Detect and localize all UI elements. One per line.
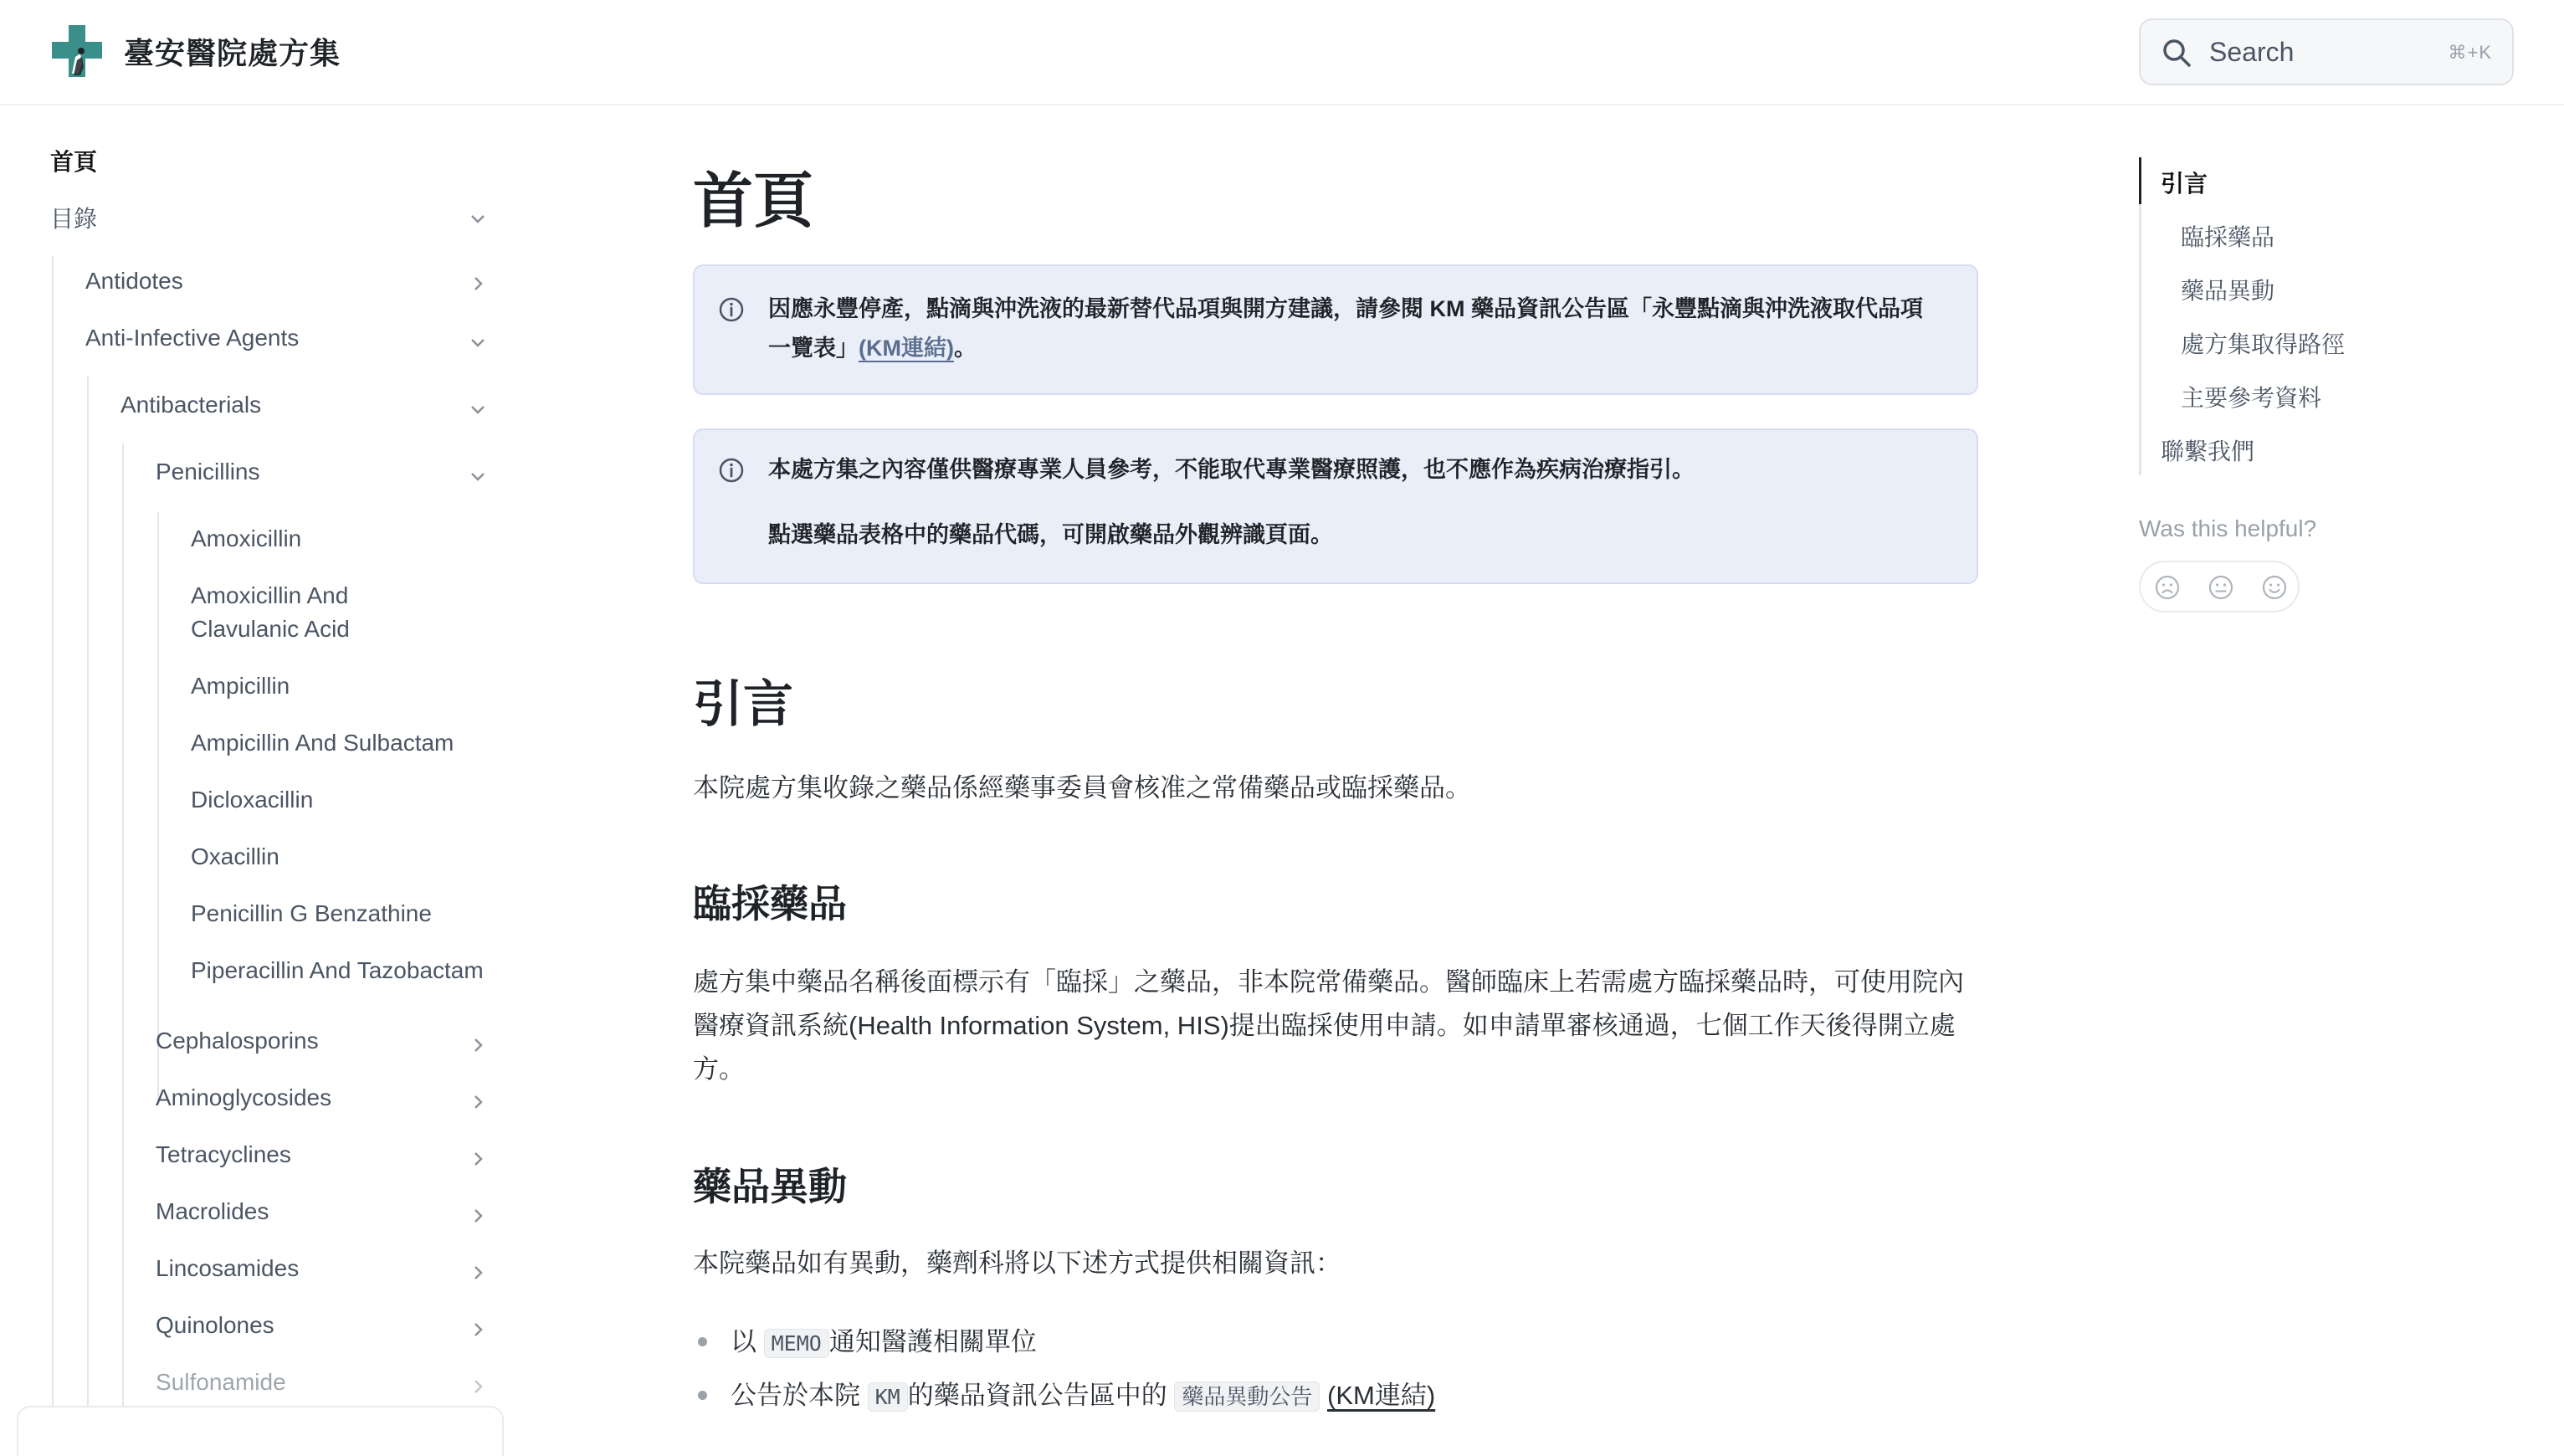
inline-code: 藥品異動公告 [1174,1382,1320,1412]
sidebar-item-class[interactable]: Aminoglycosides [156,1084,332,1110]
bullet-dot [698,1391,707,1400]
info-icon [718,457,745,484]
bullet-text: 通知醫護相關單位 [828,1327,1037,1356]
chevron-right-icon[interactable] [469,1036,487,1054]
bullet-text: 以 [731,1327,756,1356]
disclaimer-line-2: 點選藥品表格中的藥品代碼，可開啟藥品外觀辨識頁面。 [768,522,1333,547]
chevron-right-icon[interactable] [469,1377,487,1396]
bullet-text: 公告於本院 [731,1381,860,1410]
sidebar-item-home[interactable]: 首頁 [50,149,98,175]
notice-text [768,290,1943,368]
section-heading-intro: 引言 [693,676,793,732]
sidebar-item-drug[interactable]: Amoxicillin [191,525,302,551]
sidebar-item-class[interactable]: Lincosamides [156,1255,300,1281]
drug-changes-paragraph: 本院藥品如有異動，藥劑科將以下述方式提供相關資訊： [693,1248,1341,1278]
sidebar-item-antibacterials[interactable]: Antibacterials [121,392,262,418]
search-placeholder: Search [2209,37,2295,67]
info-icon [718,296,745,323]
chevron-right-icon[interactable] [469,1093,487,1111]
toc-item-access-path[interactable]: 處方集取得路徑 [2181,331,2346,357]
list-item [693,1320,1037,1358]
disclaimer-line-1: 本處方集之內容僅供醫療專業人員參考，不能取代專業醫療照護，也不應作為疾病治療指引。 [768,457,1695,482]
sidebar-item-drug[interactable]: Amoxicillin And [191,582,349,608]
toc-item-contact[interactable]: 聯繫我們 [2161,438,2255,464]
sidebar-item-toc[interactable]: 目錄 [50,206,98,232]
notice-body: 因應永豐停產，點滴與沖洗液的最新替代品項與開方建議，請參閱 KM 藥品資訊公告區「永豐點滴與沖洗液取代品項一覽表」 [768,296,1923,361]
sidebar-item-class[interactable]: Quinolones [156,1312,274,1338]
tree-guide-line [87,377,89,1444]
sidebar-item-penicillins[interactable]: Penicillins [156,459,260,484]
sidebar-item-drug[interactable]: Piperacillin And Tazobactam [191,957,484,983]
hospital-logo-icon[interactable] [50,23,104,79]
search-input[interactable] [2139,18,2514,85]
tree-guide-line [122,443,124,1444]
sidebar-item-class[interactable]: Sulfonamide [156,1369,286,1395]
bullet-text: 的藥品資訊公告區中的 [907,1381,1167,1410]
chevron-right-icon[interactable] [469,1264,487,1282]
intro-paragraph: 本院處方集收錄之藥品係經藥事委員會核准之常備藥品或臨採藥品。 [693,773,1471,802]
km-link[interactable]: (KM連結) [1327,1381,1436,1410]
chevron-right-icon[interactable] [469,1207,487,1225]
site-title[interactable]: 臺安醫院處方集 [124,36,341,70]
inline-code: MEMO [764,1329,829,1358]
disclaimer-callout [693,428,1978,584]
section-heading-temp-drugs: 臨採藥品 [693,882,847,925]
chevron-right-icon[interactable] [469,1150,487,1168]
toc-item-references[interactable]: 主要參考資料 [2181,385,2322,411]
sidebar-item-drug[interactable]: Oxacillin [191,843,279,869]
feedback-buttons [2139,561,2300,613]
sidebar-item-drug[interactable]: Ampicillin [191,673,290,699]
inline-code: KM [868,1382,908,1412]
bullet-dot [698,1337,707,1346]
toc-item-drug-changes[interactable]: 藥品異動 [2181,278,2275,304]
toc-active-indicator [2139,157,2141,204]
chevron-down-icon[interactable] [469,400,487,418]
sidebar-nav [0,105,519,1443]
chevron-right-icon[interactable] [469,274,487,293]
sidebar-item-class[interactable]: Cephalosporins [156,1028,319,1054]
chevron-down-icon[interactable] [469,209,487,228]
tree-guide-line [52,256,54,1444]
toc-item-intro[interactable]: 引言 [2161,171,2208,197]
notice-end: 。 [953,336,977,361]
happy-face-icon[interactable] [2261,574,2288,601]
helpful-prompt: Was this helpful? [2139,515,2317,541]
sad-face-icon[interactable] [2154,574,2181,601]
tree-guide-line [157,512,159,1101]
sidebar-item-antidotes[interactable]: Antidotes [85,268,183,294]
chevron-down-icon[interactable] [469,333,487,351]
section-heading-drug-changes: 藥品異動 [693,1165,847,1208]
sidebar-item-drug[interactable]: Ampicillin And Sulbactam [191,730,454,756]
temp-drugs-paragraph: 處方集中藥品名稱後面標示有「臨採」之藥品，非本院常備藥品。醫師臨床上若需處方臨採藥品時，可使用院內醫療資訊系統(Health Information System, HIS)提出臨採使用申請。如申請單審核通過，七個工作天後得開立處方。 [693,967,1964,1084]
sidebar-item-drug-cont[interactable]: Clavulanic Acid [191,616,350,642]
sidebar-footer [17,1406,504,1456]
chevron-down-icon[interactable] [469,467,487,485]
sidebar-item-drug[interactable]: Penicillin G Benzathine [191,900,432,926]
top-header [0,0,2564,105]
neutral-face-icon[interactable] [2208,574,2234,601]
sidebar-item-anti-infective[interactable]: Anti-Infective Agents [85,325,300,351]
page-title: 首頁 [693,168,814,235]
search-icon [2161,37,2192,69]
toc-track [2139,157,2141,475]
toc-item-temp-drugs[interactable]: 臨採藥品 [2181,224,2275,250]
chevron-right-icon[interactable] [469,1320,487,1339]
km-link[interactable]: (KM連結) [859,336,954,361]
notice-callout [693,264,1978,395]
search-shortcut: ⌘+K [2448,42,2492,63]
sidebar-item-class[interactable]: Macrolides [156,1198,269,1224]
sidebar-item-drug[interactable]: Dicloxacillin [191,787,314,813]
list-item [693,1374,1435,1412]
sidebar-item-class[interactable]: Tetracyclines [156,1141,291,1167]
